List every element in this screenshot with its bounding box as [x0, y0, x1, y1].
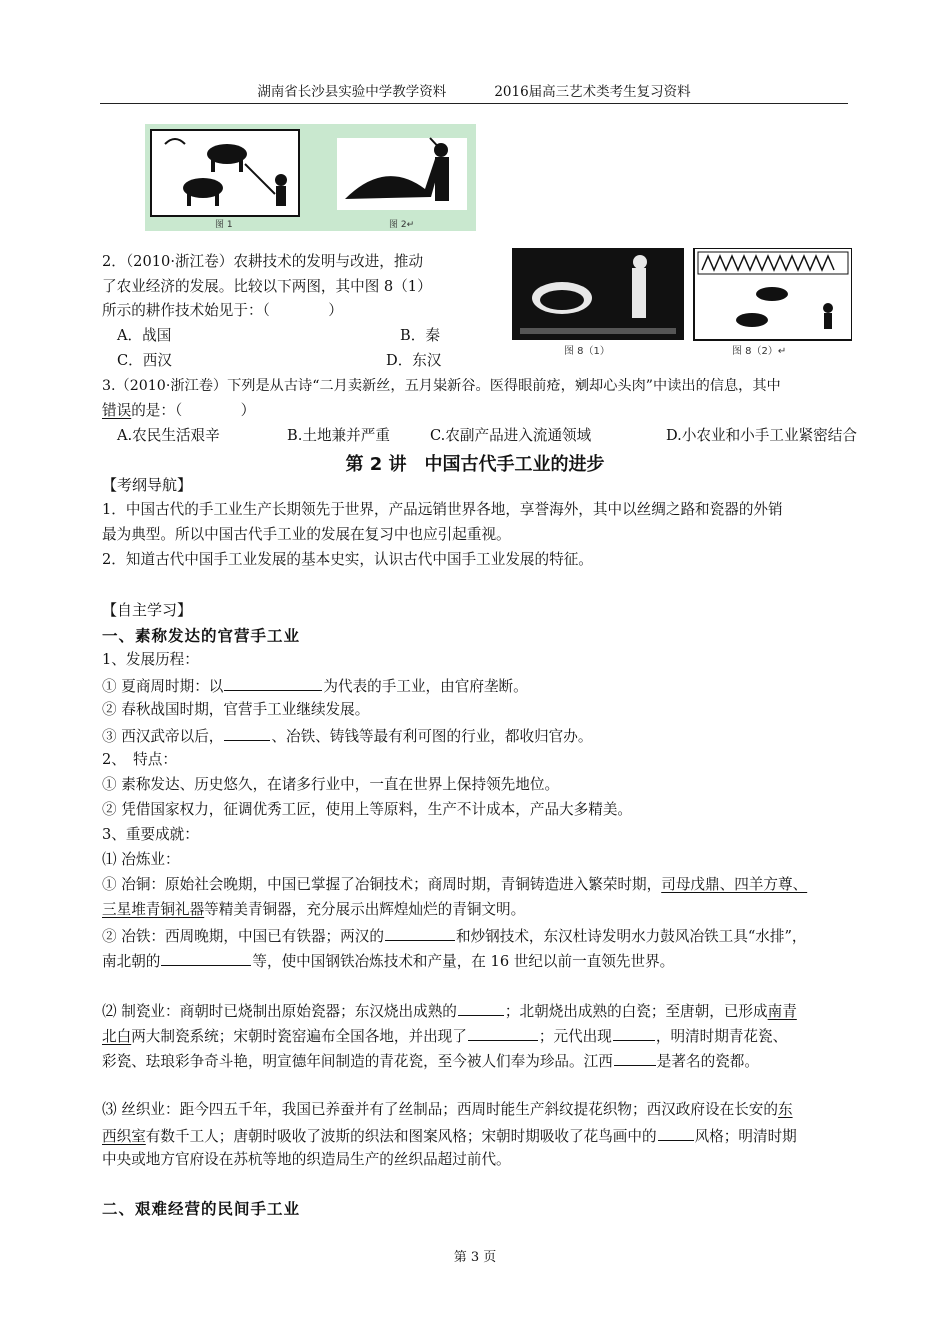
porcelain-line-3 — [102, 1050, 759, 1072]
copper-text: ① 冶铜：原始社会晚期，中国已掌握了冶铜技术；商周时期，青铜铸造进入繁荣时期， — [102, 876, 662, 893]
porcelain-text-b: ；北朝烧出成熟的白瓷；至唐朝，已形成 — [504, 1003, 768, 1020]
q2-line-3: 所示的耕作技术始见于：（ ） — [102, 302, 343, 319]
figure-8-image — [512, 248, 852, 358]
blank-field — [458, 1000, 504, 1016]
porcelain-underline-2: 北白 — [102, 1028, 132, 1045]
copper-line-2 — [102, 900, 525, 920]
section-1-title: 一、素称发达的官营手工业 — [102, 627, 301, 645]
copper-underline-1: 司母戊鼎、四羊方尊、 — [661, 876, 808, 893]
section-2-title: 二、艰难经营的民间手工业 — [102, 1200, 301, 1218]
iron-line-2 — [102, 950, 674, 972]
iron-line-1 — [102, 925, 807, 947]
feature-1: ① 素称发达、历史悠久，在诸多行业中，一直在世界上保持领先地位。 — [102, 776, 560, 793]
blank-field — [161, 950, 251, 966]
iron-text-d: 等，使中国钢铁冶炼技术和产量，在 16 世纪以前一直领先世界。 — [252, 953, 675, 970]
silk-text-a: ⑶ 丝织业：距今四五千年，我国已养蚕并有了丝制品；西周时能生产斜纹提花织物；西汉政府设在长安的 — [102, 1101, 778, 1118]
q2-option-c: C．西汉 — [117, 352, 172, 369]
history-item-1-a: ① 夏商周时期：以 — [102, 678, 224, 695]
history-item-1-b: 为代表的手工业，由官府垄断。 — [323, 678, 528, 695]
q3-option-a: A.农民生活艰辛 — [117, 427, 220, 444]
porcelain-line-1 — [102, 1000, 797, 1022]
q2-option-a: A．战国 — [117, 327, 172, 344]
silk-text-b: 有数千工人；唐朝时吸收了波斯的织法和图案风格；宋朝时期吸收了花鸟画中的 — [145, 1128, 657, 1145]
copper-underline-2: 三星堆青铜礼器 — [102, 901, 205, 918]
self-study-heading: 【自主学习】 — [102, 601, 193, 619]
q3-option-b: B.土地兼并严重 — [287, 427, 390, 444]
porcelain-underline-1: 南青 — [767, 1003, 797, 1020]
fig8-1-caption: 图 8（1） — [564, 346, 610, 357]
blank-field — [468, 1025, 538, 1041]
page-number: 第 3 页 — [453, 1250, 497, 1265]
header-school: 湖南省长沙县实验中学教学资料 — [257, 84, 447, 100]
plowing-illustration-q2 — [512, 248, 852, 358]
figure-1-2-image — [145, 124, 476, 231]
q3-line-1: 3.（2010·浙江卷）下列是从古诗“二月卖新丝，五月粜新谷。医得眼前疮，剜却心头肉”中读出的信息，其中 — [102, 378, 781, 394]
silk-line-2 — [102, 1125, 797, 1147]
plowing-illustration-top — [145, 124, 476, 231]
q3-line-2-text: 的是：（ ） — [131, 402, 256, 419]
q3-option-d: D.小农业和小手工业紧密结合 — [666, 427, 857, 444]
silk-underline-1: 东 — [777, 1101, 793, 1118]
blank-field — [385, 925, 455, 941]
q3-underline-wrong: 错误 — [102, 402, 132, 419]
q2-line-2: 了农业经济的发展。比较以下两图，其中图 8（1） — [102, 278, 432, 295]
header-course: 2016届高三艺术类考生复习资料 — [494, 84, 691, 100]
history-item-3-a: ③ 西汉武帝以后， — [102, 728, 224, 745]
outline-p2: 2．知道古代中国手工业发展的基本史实，认识古代中国手工业发展的特征。 — [102, 551, 593, 568]
history-item-2: ② 春秋战国时期，官营手工业继续发展。 — [102, 701, 370, 718]
porcelain-text-f: 彩瓷、珐琅彩争奇斗艳，明宣德年间制造的青花瓷，至今被人们奉为珍品。江西 — [102, 1053, 613, 1070]
outline-p1-line2: 最为典型。所以中国古代手工业的发展在复习中也应引起重视。 — [102, 526, 511, 543]
features-heading: 2、 特点： — [102, 751, 177, 768]
porcelain-text-g: 是著名的瓷都。 — [656, 1053, 759, 1070]
blank-field — [224, 675, 322, 691]
porcelain-text-e: ，明清时期青花瓷、 — [655, 1028, 788, 1045]
lecture-title: 第 2 讲 中国古代手工业的进步 — [345, 454, 605, 475]
history-heading: 1、发展历程： — [102, 651, 199, 668]
silk-line-1 — [102, 1100, 793, 1120]
blank-field — [613, 1025, 655, 1041]
copper-line-1 — [102, 875, 807, 895]
porcelain-text-d: ；元代出现 — [538, 1028, 612, 1045]
iron-text-c: 南北朝的 — [102, 953, 161, 970]
q3-line-2 — [102, 401, 255, 421]
porcelain-line-2 — [102, 1025, 787, 1047]
iron-text-a: ② 冶铁：西周晚期，中国已有铁器；两汉的 — [102, 928, 384, 945]
silk-text-c: 风格；明清时期 — [694, 1128, 797, 1145]
silk-line-3: 中央或地方官府设在苏杭等地的织造局生产的丝织品超过前代。 — [102, 1151, 511, 1168]
history-item-3-b: 、冶铁、铸钱等最有利可图的行业，都收归官办。 — [271, 728, 593, 745]
fig8-2-caption: 图 8（2）↵ — [732, 346, 787, 357]
porcelain-text-c: 两大制瓷系统；宋朝时瓷窑遍布全国各地，并出现了 — [131, 1028, 467, 1045]
history-item-3 — [102, 725, 592, 747]
feature-2: ② 凭借国家权力，征调优秀工匠，使用上等原料，生产不计成本，产品大多精美。 — [102, 801, 633, 818]
history-item-1 — [102, 675, 528, 697]
page-header — [100, 80, 848, 104]
outline-heading: 【考纲导航】 — [102, 476, 193, 494]
blank-field — [658, 1125, 694, 1141]
copper-text-2: 等精美青铜器，充分展示出辉煌灿烂的青铜文明。 — [204, 901, 526, 918]
metallurgy-heading: ⑴ 冶炼业： — [102, 851, 180, 868]
fig2-caption: 图 2↵ — [389, 220, 415, 230]
porcelain-text-a: ⑵ 制瓷业：商朝时已烧制出原始瓷器；东汉烧出成熟的 — [102, 1003, 457, 1020]
q2-option-b: B．秦 — [400, 327, 440, 344]
achievements-heading: 3、重要成就： — [102, 826, 199, 843]
iron-text-b: 和炒钢技术，东汉杜诗发明水力鼓风冶铁工具“水排”， — [455, 928, 807, 945]
blank-field — [614, 1050, 656, 1066]
outline-p1-line1: 1．中国古代的手工业生产长期领先于世界，产品远销世界各地，享誉海外，其中以丝绸之路和瓷器的外销 — [102, 501, 783, 518]
q3-option-c: C.农副产品进入流通领域 — [430, 427, 592, 444]
q2-line-1: 2．（2010·浙江卷）农耕技术的发明与改进，推动 — [102, 253, 424, 270]
q2-option-d: D．东汉 — [386, 352, 442, 369]
blank-field — [224, 725, 270, 741]
silk-underline-2: 西织室 — [102, 1128, 146, 1145]
fig1-caption: 图 1 — [215, 220, 233, 230]
